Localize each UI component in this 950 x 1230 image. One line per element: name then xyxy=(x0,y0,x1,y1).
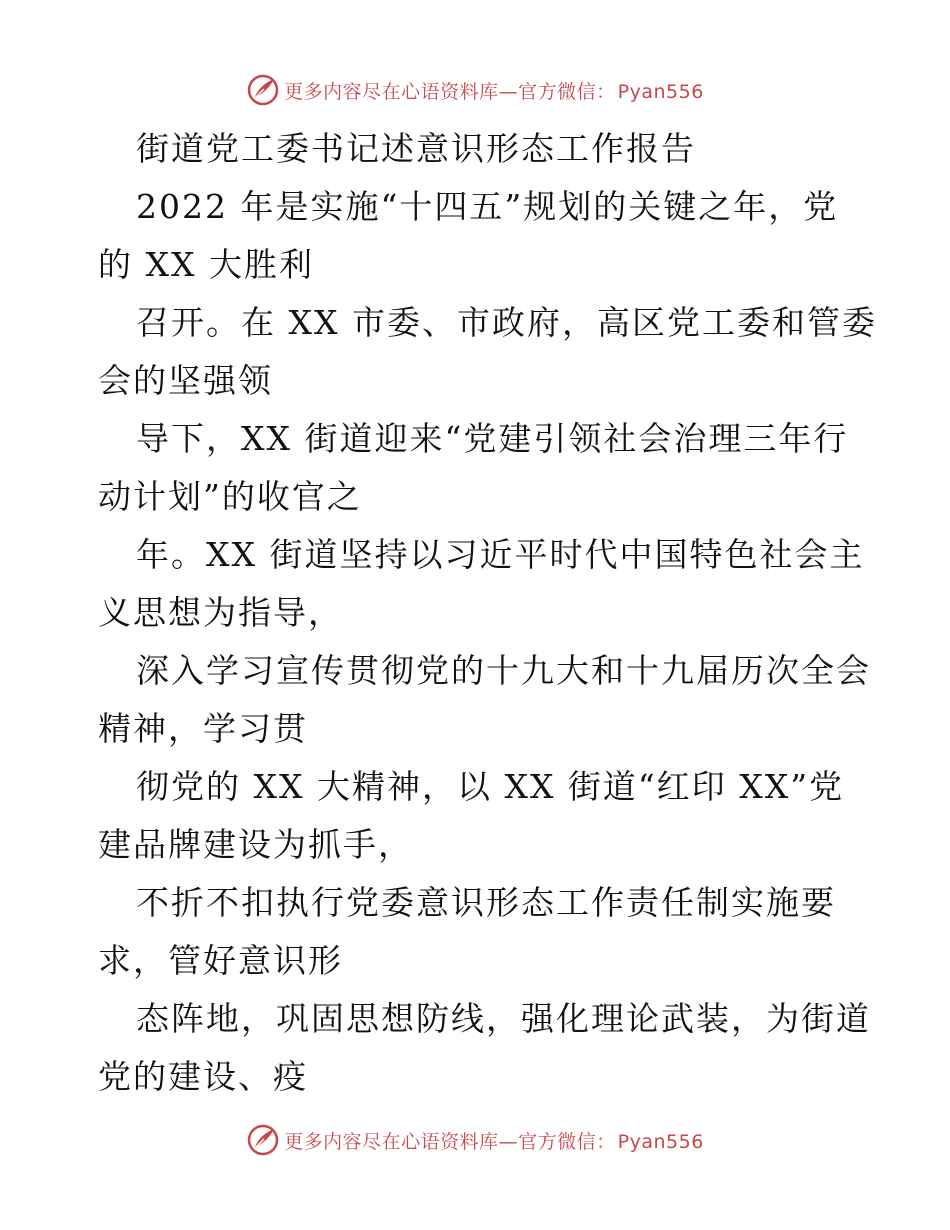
watermark-text: 更多内容尽在心语资料库—官方微信： Pyan556 xyxy=(284,1130,704,1153)
feather-pen-logo-icon xyxy=(246,1123,280,1157)
paragraph-line: 会的坚强领 xyxy=(98,361,273,400)
document-body xyxy=(98,120,877,1106)
paragraph-line: 深入学习宣传贯彻党的十九大和十九届历次全会 xyxy=(136,651,871,690)
paragraph-line: 年。XX 街道坚持以习近平时代中国特色社会主 xyxy=(136,535,865,574)
paragraph-line: 党的建设、疫 xyxy=(98,1057,308,1096)
watermark-handle: Pyan556 xyxy=(617,1130,704,1153)
paragraph-line: 2022 年是实施“十四五”规划的关键之年，党 xyxy=(136,187,839,226)
paragraph-line: 召开。在 XX 市委、市政府，高区党工委和管委 xyxy=(136,303,877,342)
paragraph-line: 态阵地，巩固思想防线，强化理论武装，为街道 xyxy=(136,999,871,1038)
document-title: 街道党工委书记述意识形态工作报告 xyxy=(136,129,696,168)
watermark-text: 更多内容尽在心语资料库—官方微信： Pyan556 xyxy=(284,80,704,103)
paragraph-line: 动计划”的收官之 xyxy=(98,477,362,516)
paragraph-line: 义思想为指导， xyxy=(98,593,343,632)
paragraph-line: 导下，XX 街道迎来“党建引领社会治理三年行 xyxy=(136,419,849,458)
paragraph-line: 彻党的 XX 大精神，以 XX 街道“红印 XX”党 xyxy=(136,767,845,806)
watermark-handle: Pyan556 xyxy=(617,80,704,103)
paragraph-line: 的 XX 大胜利 xyxy=(98,245,314,284)
paragraph-line: 精神，学习贯 xyxy=(98,709,308,748)
paragraph-line: 建品牌建设为抓手， xyxy=(98,825,413,864)
footer-watermark xyxy=(0,1120,950,1160)
feather-pen-logo-icon xyxy=(246,73,280,107)
paragraph-line: 求，管好意识形 xyxy=(98,941,343,980)
header-watermark xyxy=(0,70,950,110)
paragraph-line: 不折不扣执行党委意识形态工作责任制实施要 xyxy=(136,883,836,922)
